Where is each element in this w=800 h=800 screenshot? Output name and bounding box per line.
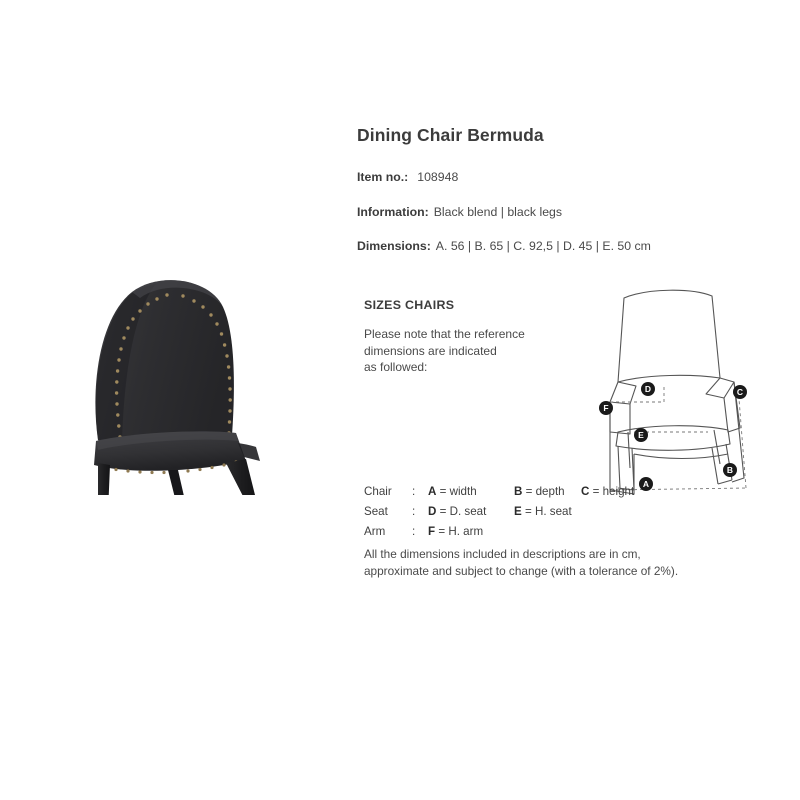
diagram-label-f: F — [603, 403, 609, 413]
legend-row-label-seat: Seat — [364, 504, 388, 518]
sizes-chairs-note — [364, 326, 564, 376]
diagram-label-a: A — [642, 479, 650, 489]
legend-chair-a-letter: A — [428, 485, 437, 498]
legend-seat-d-text: = D. seat — [439, 504, 487, 518]
spec-label-information: Information: — [357, 204, 429, 219]
diagram-label-c: C — [736, 387, 744, 397]
legend-row-arm — [364, 524, 634, 544]
legend-seat-e-text: = H. seat — [524, 504, 572, 518]
legend-chair-c-letter: C — [581, 485, 590, 498]
legend-colon-seat: : — [412, 504, 416, 518]
sizes-chairs-block — [364, 298, 564, 376]
diagram-badge-b — [723, 463, 737, 477]
legend-chair-b-letter: B — [514, 485, 523, 498]
diagram-label-e: E — [638, 430, 644, 440]
legend-row-label-chair: Chair — [364, 485, 392, 498]
diagram-badge-a — [639, 477, 653, 491]
diagram-label-b: B — [726, 465, 734, 475]
spec-value-dimensions: A. 56 | B. 65 | C. 92,5 | D. 45 | E. 50 cm — [435, 239, 651, 254]
legend-row-label-arm: Arm — [364, 524, 386, 538]
legend-seat-e-letter: E — [514, 504, 522, 518]
legend-row-chair — [364, 484, 634, 504]
legend-seat-empty — [581, 504, 634, 524]
legend-colon-arm: : — [412, 524, 416, 538]
spec-value-information: Black blend | black legs — [433, 204, 563, 219]
legend-arm-f-text: = H. arm — [438, 524, 484, 538]
product-info-column — [357, 125, 757, 273]
legend-seat-d-letter: D — [428, 504, 437, 518]
sizes-note-line-2: dimensions are indicated — [364, 343, 497, 358]
spec-label-dimensions: Dimensions: — [357, 239, 431, 254]
spec-value-item-no: 108948 — [417, 170, 459, 184]
diagram-label-d: D — [644, 384, 652, 394]
legend-arm-f — [428, 524, 514, 544]
legend-arm-empty-2 — [581, 524, 634, 544]
legend-chair-a — [428, 484, 514, 504]
legend — [364, 484, 634, 543]
legend-chair-b-text: = depth — [525, 485, 565, 498]
spec-row-dimensions — [357, 238, 757, 255]
product-image — [60, 265, 290, 495]
legend-row-seat — [364, 504, 634, 524]
spec-label-item-no: Item no.: — [357, 170, 409, 184]
diagram-badge-f — [599, 401, 613, 415]
footnote-line-2: approximate and subject to change (with a tolerance of 2%). — [364, 564, 679, 579]
chair-dimension-diagram — [588, 282, 768, 507]
legend-chair-b — [514, 484, 581, 504]
spec-row-item-no — [357, 169, 757, 186]
spec-row-information — [357, 204, 757, 221]
legend-arm-f-letter: F — [428, 524, 436, 538]
legend-colon-chair: : — [412, 485, 416, 498]
diagram-badge-c — [733, 385, 747, 399]
diagram-badge-d — [641, 382, 655, 396]
page-title: Dining Chair Bermuda — [357, 125, 544, 145]
legend-chair-c-text: = height — [592, 485, 635, 498]
sizes-chairs-heading: SIZES CHAIRS — [364, 298, 455, 312]
footnote-line-1: All the dimensions included in descriptions are in cm, — [364, 547, 641, 561]
legend-arm-empty-1 — [514, 524, 581, 544]
footnote — [364, 546, 714, 580]
sizes-note-line-3: as followed: — [364, 360, 428, 375]
legend-seat-d — [428, 504, 514, 524]
sizes-note-line-1: Please note that the reference — [364, 327, 525, 341]
legend-chair-a-text: = width — [439, 485, 477, 498]
legend-chair-c — [581, 484, 634, 504]
legend-table — [364, 484, 634, 543]
diagram-badge-e — [634, 428, 648, 442]
legend-seat-e — [514, 504, 581, 524]
